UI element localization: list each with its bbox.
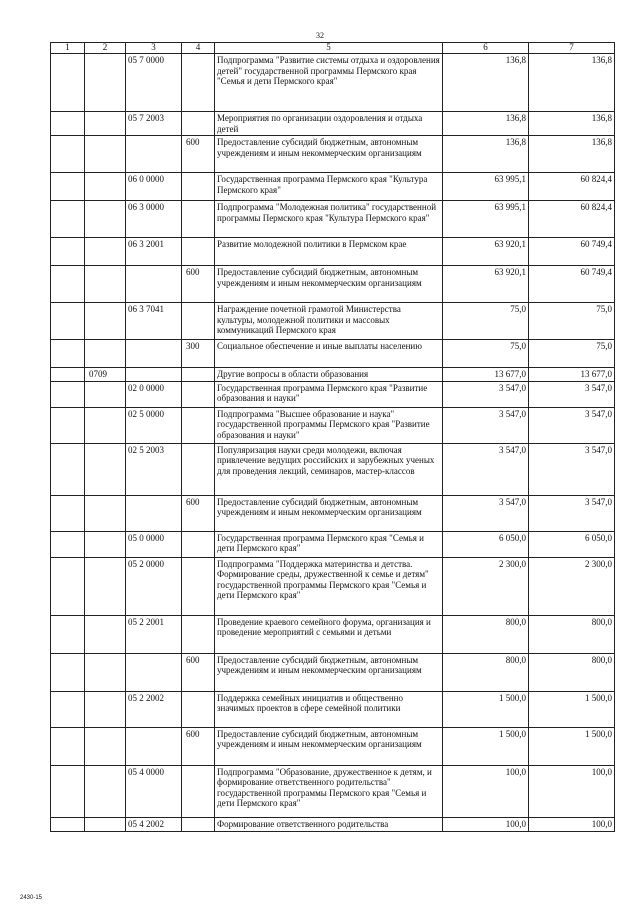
cell-col-7: 3 547,0 — [529, 381, 615, 407]
table-row — [51, 765, 615, 817]
cell-col-6: 136,8 — [443, 112, 529, 136]
cell-col-5: Подпрограмма "Поддержка материнства и детства. Формирование среды, дружественной к семье и детям" государственной программы Пермского края "Семья и дети Пермского края" — [215, 557, 443, 615]
cell-col-6: 100,0 — [443, 765, 529, 817]
cell-col-2 — [85, 691, 126, 727]
table-row — [51, 303, 615, 340]
table-body — [51, 54, 615, 832]
cell-col-1 — [51, 653, 85, 691]
cell-col-6: 800,0 — [443, 653, 529, 691]
cell-col-6: 2 300,0 — [443, 557, 529, 615]
cell-col-5: Предоставление субсидий бюджетным, автономным учреждениям и иным некоммерческим организациям — [215, 136, 443, 173]
cell-col-2 — [85, 266, 126, 303]
cell-col-4 — [182, 557, 215, 615]
cell-col-4 — [182, 173, 215, 201]
cell-col-1 — [51, 495, 85, 531]
cell-col-4: 600 — [182, 727, 215, 765]
cell-col-5: Подпрограмма "Образование, дружественное к детям, и формирование ответственного родительства" государственной программы Пермского края "Семья и дети Пермского края" — [215, 765, 443, 817]
cell-col-2 — [85, 303, 126, 340]
cell-col-4 — [182, 112, 215, 136]
cell-col-7: 800,0 — [529, 615, 615, 653]
cell-col-1 — [51, 136, 85, 173]
cell-col-6: 63 920,1 — [443, 266, 529, 303]
cell-col-3 — [126, 495, 182, 531]
cell-col-4 — [182, 817, 215, 831]
header-row — [51, 43, 615, 54]
table-row — [51, 54, 615, 112]
cell-col-3 — [126, 340, 182, 368]
table-row — [51, 340, 615, 368]
cell-col-6: 6 050,0 — [443, 531, 529, 557]
document-code: 2430-15 — [20, 895, 43, 901]
cell-col-7: 100,0 — [529, 765, 615, 817]
cell-col-2 — [85, 557, 126, 615]
cell-col-4: 600 — [182, 653, 215, 691]
cell-col-1 — [51, 201, 85, 238]
cell-col-1 — [51, 340, 85, 368]
cell-col-5: Государственная программа Пермского края "Развитие образования и науки" — [215, 381, 443, 407]
budget-table — [50, 42, 615, 832]
cell-col-3: 06 3 7041 — [126, 303, 182, 340]
cell-col-1 — [51, 238, 85, 266]
cell-col-3: 02 5 0000 — [126, 407, 182, 443]
cell-col-6: 136,8 — [443, 136, 529, 173]
cell-col-6: 800,0 — [443, 615, 529, 653]
cell-col-3: 05 7 2003 — [126, 112, 182, 136]
table-row — [51, 557, 615, 615]
cell-col-3: 05 7 0000 — [126, 54, 182, 112]
cell-col-2 — [85, 173, 126, 201]
cell-col-7: 3 547,0 — [529, 443, 615, 495]
cell-col-5: Социальное обеспечение и иные выплаты населению — [215, 340, 443, 368]
cell-col-6: 63 995,1 — [443, 201, 529, 238]
table-row — [51, 531, 615, 557]
cell-col-2: 0709 — [85, 368, 126, 382]
header-col-5: 5 — [215, 43, 443, 54]
cell-col-6: 3 547,0 — [443, 407, 529, 443]
cell-col-7: 136,8 — [529, 136, 615, 173]
cell-col-2 — [85, 765, 126, 817]
table-row — [51, 727, 615, 765]
cell-col-7: 1 500,0 — [529, 691, 615, 727]
cell-col-6: 63 920,1 — [443, 238, 529, 266]
cell-col-4 — [182, 443, 215, 495]
cell-col-2 — [85, 54, 126, 112]
cell-col-7: 3 547,0 — [529, 495, 615, 531]
cell-col-7: 75,0 — [529, 340, 615, 368]
cell-col-7: 60 824,4 — [529, 201, 615, 238]
table-row — [51, 112, 615, 136]
cell-col-1 — [51, 557, 85, 615]
cell-col-4 — [182, 691, 215, 727]
cell-col-5: Награждение почетной грамотой Министерства культуры, молодежной политики и массовых коммуникаций Пермского края — [215, 303, 443, 340]
page-number: 32 — [316, 31, 324, 40]
cell-col-6: 136,8 — [443, 54, 529, 112]
table-row — [51, 173, 615, 201]
cell-col-5: Подпрограмма "Молодежная политика" государственной программы Пермского края "Культура Пермского края" — [215, 201, 443, 238]
cell-col-7: 60 749,4 — [529, 238, 615, 266]
cell-col-5: Предоставление субсидий бюджетным, автономным учреждениям и иным некоммерческим организациям — [215, 727, 443, 765]
cell-col-5: Подпрограмма "Развитие системы отдыха и оздоровления детей" государственной программы Пермского края "Семья и дети Пермского края" — [215, 54, 443, 112]
cell-col-7: 60 749,4 — [529, 266, 615, 303]
cell-col-3 — [126, 368, 182, 382]
table-row — [51, 407, 615, 443]
cell-col-2 — [85, 531, 126, 557]
cell-col-7: 1 500,0 — [529, 727, 615, 765]
cell-col-6: 75,0 — [443, 303, 529, 340]
cell-col-7: 100,0 — [529, 817, 615, 831]
cell-col-4 — [182, 615, 215, 653]
cell-col-3: 02 0 0000 — [126, 381, 182, 407]
cell-col-5: Предоставление субсидий бюджетным, автономным учреждениям и иным некоммерческим организациям — [215, 495, 443, 531]
cell-col-7: 136,8 — [529, 112, 615, 136]
cell-col-5: Развитие молодежной политики в Пермском крае — [215, 238, 443, 266]
cell-col-3: 06 3 0000 — [126, 201, 182, 238]
cell-col-2 — [85, 495, 126, 531]
cell-col-5: Предоставление субсидий бюджетным, автономным учреждениям и иным некоммерческим организациям — [215, 653, 443, 691]
cell-col-3: 05 4 0000 — [126, 765, 182, 817]
cell-col-2 — [85, 653, 126, 691]
cell-col-6: 63 995,1 — [443, 173, 529, 201]
cell-col-5: Государственная программа Пермского края "Культура Пермского края" — [215, 173, 443, 201]
cell-col-4 — [182, 531, 215, 557]
cell-col-4: 600 — [182, 266, 215, 303]
cell-col-1 — [51, 531, 85, 557]
cell-col-3: 02 5 2003 — [126, 443, 182, 495]
cell-col-1 — [51, 727, 85, 765]
cell-col-3 — [126, 653, 182, 691]
cell-col-2 — [85, 136, 126, 173]
cell-col-1 — [51, 407, 85, 443]
cell-col-2 — [85, 443, 126, 495]
cell-col-7: 136,8 — [529, 54, 615, 112]
cell-col-4 — [182, 303, 215, 340]
cell-col-2 — [85, 238, 126, 266]
cell-col-4: 300 — [182, 340, 215, 368]
cell-col-6: 3 547,0 — [443, 495, 529, 531]
cell-col-5: Предоставление субсидий бюджетным, автономным учреждениям и иным некоммерческим организациям — [215, 266, 443, 303]
cell-col-6: 1 500,0 — [443, 691, 529, 727]
table-row — [51, 136, 615, 173]
cell-col-1 — [51, 368, 85, 382]
cell-col-2 — [85, 340, 126, 368]
cell-col-3 — [126, 136, 182, 173]
cell-col-6: 100,0 — [443, 817, 529, 831]
cell-col-2 — [85, 201, 126, 238]
table-row — [51, 368, 615, 382]
cell-col-4 — [182, 407, 215, 443]
cell-col-5: Подпрограмма "Высшее образование и наука" государственной программы Пермского края "Развитие образования и науки" — [215, 407, 443, 443]
cell-col-3 — [126, 266, 182, 303]
header-col-3: 3 — [126, 43, 182, 54]
cell-col-6: 13 677,0 — [443, 368, 529, 382]
cell-col-7: 3 547,0 — [529, 407, 615, 443]
cell-col-5: Поддержка семейных инициатив и общественно значимых проектов в сфере семейной политики — [215, 691, 443, 727]
cell-col-3 — [126, 727, 182, 765]
cell-col-7: 75,0 — [529, 303, 615, 340]
cell-col-1 — [51, 691, 85, 727]
cell-col-3: 05 2 0000 — [126, 557, 182, 615]
table-row — [51, 653, 615, 691]
cell-col-2 — [85, 615, 126, 653]
header-col-4: 4 — [182, 43, 215, 54]
cell-col-6: 3 547,0 — [443, 381, 529, 407]
cell-col-6: 1 500,0 — [443, 727, 529, 765]
cell-col-4 — [182, 381, 215, 407]
cell-col-7: 13 677,0 — [529, 368, 615, 382]
cell-col-5: Проведение краевого семейного форума, организация и проведение мероприятий с семьями и детьми — [215, 615, 443, 653]
cell-col-2 — [85, 381, 126, 407]
cell-col-4 — [182, 54, 215, 112]
cell-col-2 — [85, 727, 126, 765]
cell-col-6: 3 547,0 — [443, 443, 529, 495]
cell-col-7: 2 300,0 — [529, 557, 615, 615]
cell-col-4 — [182, 201, 215, 238]
cell-col-7: 800,0 — [529, 653, 615, 691]
table-row — [51, 495, 615, 531]
table-row — [51, 615, 615, 653]
cell-col-7: 60 824,4 — [529, 173, 615, 201]
cell-col-1 — [51, 443, 85, 495]
table-row — [51, 238, 615, 266]
header-col-1: 1 — [51, 43, 85, 54]
cell-col-5: Государственная программа Пермского края "Семья и дети Пермского края" — [215, 531, 443, 557]
cell-col-5: Другие вопросы в области образования — [215, 368, 443, 382]
cell-col-4: 600 — [182, 495, 215, 531]
cell-col-1 — [51, 615, 85, 653]
cell-col-3: 05 4 2002 — [126, 817, 182, 831]
cell-col-1 — [51, 54, 85, 112]
cell-col-3: 05 2 2002 — [126, 691, 182, 727]
cell-col-1 — [51, 303, 85, 340]
cell-col-4 — [182, 765, 215, 817]
table-row — [51, 201, 615, 238]
header-col-6: 6 — [443, 43, 529, 54]
table-row — [51, 817, 615, 831]
cell-col-1 — [51, 817, 85, 831]
cell-col-4 — [182, 368, 215, 382]
cell-col-1 — [51, 381, 85, 407]
cell-col-5: Популяризация науки среди молодежи, включая привлечение ведущих российских и зарубежных ученых для проведения лекций, семинаров, мастер-классов — [215, 443, 443, 495]
table-row — [51, 381, 615, 407]
cell-col-3: 06 0 0000 — [126, 173, 182, 201]
cell-col-2 — [85, 817, 126, 831]
header-col-7: 7 — [529, 43, 615, 54]
cell-col-2 — [85, 407, 126, 443]
table-row — [51, 443, 615, 495]
cell-col-3: 05 2 2001 — [126, 615, 182, 653]
table-row — [51, 691, 615, 727]
cell-col-1 — [51, 112, 85, 136]
cell-col-4: 600 — [182, 136, 215, 173]
cell-col-7: 6 050,0 — [529, 531, 615, 557]
header-col-2: 2 — [85, 43, 126, 54]
cell-col-3: 06 3 2001 — [126, 238, 182, 266]
cell-col-5: Формирование ответственного родительства — [215, 817, 443, 831]
table-row — [51, 266, 615, 303]
cell-col-1 — [51, 765, 85, 817]
cell-col-1 — [51, 173, 85, 201]
cell-col-4 — [182, 238, 215, 266]
cell-col-5: Мероприятия по организации оздоровления и отдыха детей — [215, 112, 443, 136]
cell-col-1 — [51, 266, 85, 303]
cell-col-3: 05 0 0000 — [126, 531, 182, 557]
cell-col-2 — [85, 112, 126, 136]
cell-col-6: 75,0 — [443, 340, 529, 368]
